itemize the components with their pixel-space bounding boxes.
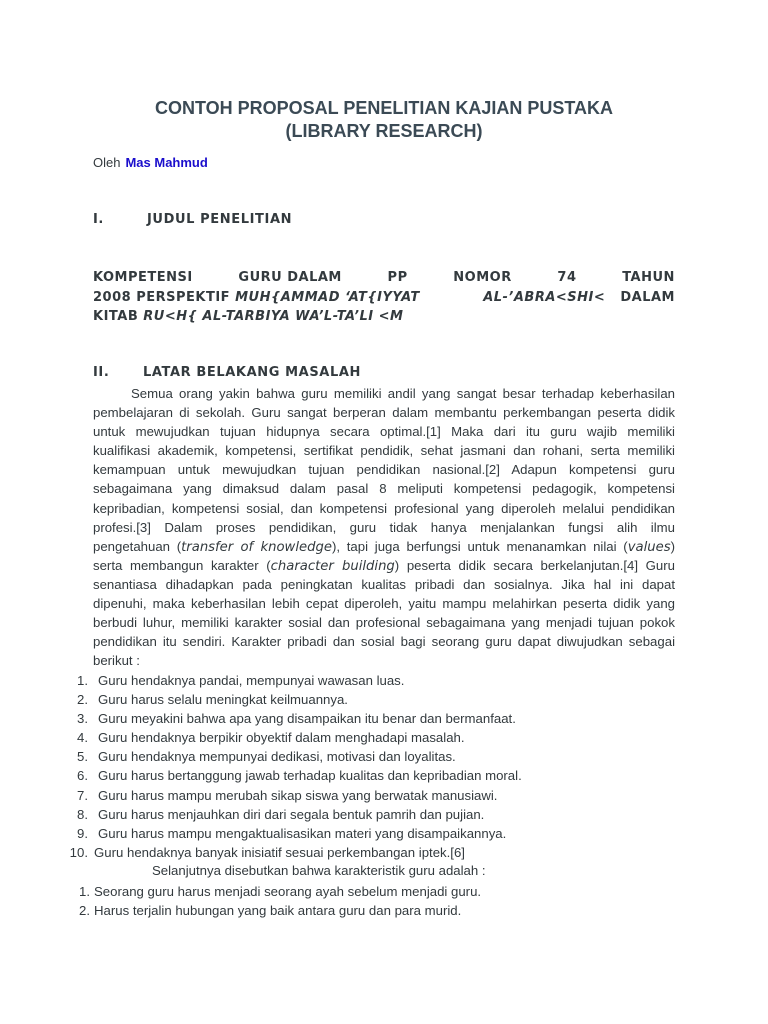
judul-italic: AL-’ABRA<SHI< [483, 289, 606, 305]
section-1-number: I. [93, 212, 104, 227]
italic-term: transfer of knowledge [181, 539, 332, 555]
italic-term: character building [270, 558, 395, 574]
list-text: Guru harus mampu mengaktualisasikan materi yang disampaikannya. [98, 825, 507, 841]
paragraph-line: kualifikasi akademik, kompetensi, sertifikat pendidik, sehat jasmani dan rohani, serta memiliki [93, 443, 675, 459]
judul-word: PP [387, 270, 408, 285]
judul-italic: RU<H{ AL-TARBIYA WA’L-TA’LI <M [143, 309, 404, 324]
title-line-1: CONTOH PROPOSAL PENELITIAN KAJIAN PUSTAKA [154, 98, 614, 118]
selanjutnya-line: Selanjutnya disebutkan bahwa karakteristik guru adalah : [152, 863, 486, 878]
author-line [93, 155, 208, 170]
author-name-link[interactable]: Mas Mahmud [125, 155, 208, 170]
list-item [0, 728, 768, 747]
paragraph-line: pembelajaran di sekolah. Guru sangat berperan dalam membantu perkembangan peserta didik [93, 405, 675, 421]
list-text: Guru hendaknya berpikir obyektif dalam menghadapi masalah. [98, 730, 465, 746]
list-text: Guru harus selalu meningkat keilmuannya. [98, 692, 348, 708]
section-2-number: II. [93, 365, 110, 380]
judul-word: NOMOR [453, 270, 512, 285]
list-item [0, 824, 768, 843]
list-item [0, 805, 768, 824]
list-item [0, 747, 768, 766]
list-number: 8. [77, 806, 88, 822]
section-1-heading: JUDUL PENELITIAN [147, 212, 293, 227]
paragraph-line: profesi.[3] Dalam proses pendidikan, guru tidak hanya menjalankan fungsi alih ilmu [93, 519, 675, 535]
list-text: Guru harus menjauhkan diri dari segala bentuk pamrih dan pujian. [98, 806, 485, 822]
list-number: 6. [77, 768, 88, 784]
judul-word: KOMPETENSI [93, 270, 193, 285]
paragraph-line: kepribadian, kompetensi sosial, dan kompetensi profesional yang diperoleh melalui pendidikan [93, 500, 675, 516]
list-text: Seorang guru harus menjadi seorang ayah sebelum menjadi guru. [94, 884, 482, 899]
paragraph-line: senantiasa dihadapkan pada peningkatan kualitas pribadi dan sosialnya. Jika hal ini dapat [93, 576, 675, 592]
judul-italic: MUH{AMMAD ‘AT{IYYAT [235, 289, 420, 305]
list-number: 4. [77, 730, 88, 746]
paragraph-line: dipenuhi, maka keberhasilan lebih cepat diperoleh, yaitu mampu melahirkan peserta didik yang [93, 596, 675, 612]
list-number: 2. [79, 903, 90, 919]
paragraph-line [93, 537, 675, 556]
author-prefix: Oleh [93, 155, 121, 170]
list-item [0, 709, 768, 728]
list-item [0, 843, 768, 862]
judul-word: GURU DALAM [238, 270, 342, 285]
paragraph-line: berbudi luhur, memiliki karakter sosial dan profesional sebagaimana yang menjadi tujuan pokok [93, 615, 675, 631]
judul-text: 2008 PERSPEKTIF [93, 289, 231, 305]
list-item [0, 901, 768, 920]
paragraph-line: berikut : [93, 653, 140, 669]
paragraph-line [93, 556, 675, 575]
list-text: Guru meyakini bahwa apa yang disampaikan itu benar dan bermanfaat. [98, 711, 516, 727]
paragraph-line: sebagaimana yang dimaksud dalam pasal 8 meliputi kompetensi pedagogik, kompetensi [93, 481, 675, 497]
italic-term: values [627, 539, 671, 555]
section-2-heading: LATAR BELAKANG MASALAH [143, 365, 361, 380]
title-line-2: (LIBRARY RESEARCH) [285, 121, 483, 141]
list-number: 2. [77, 692, 88, 708]
judul-word: TAHUN [622, 270, 675, 285]
list-item [0, 671, 768, 690]
list-item [0, 786, 768, 805]
list-item [0, 690, 768, 709]
list-item [0, 766, 768, 785]
paragraph-line: kemampuan untuk mewujudkan tujuan pendidikan nasional.[2] Adapun kompetensi guru [93, 462, 675, 478]
judul-text: KITAB [93, 309, 139, 324]
list-number: 1. [77, 673, 88, 688]
text-run: ), tapi juga berfungsi untuk menanamkan nilai ( [331, 538, 628, 554]
list-number: 3. [77, 711, 88, 727]
list-text: Guru hendaknya mempunyai dedikasi, motivasi dan loyalitas. [98, 749, 456, 765]
judul-word: 74 [557, 270, 577, 285]
list-1 [0, 671, 768, 862]
text-run: pengetahuan ( [93, 538, 182, 554]
judul-line-1 [93, 268, 675, 327]
list-number: 7. [77, 787, 88, 803]
list-number: 5. [77, 749, 88, 765]
list-text: Guru harus mampu merubah sikap siswa yang berwatak manusiawi. [98, 787, 498, 803]
list-text: Guru hendaknya pandai, mempunyai wawasan luas. [98, 673, 405, 688]
list-number: 9. [77, 825, 88, 841]
paragraph-line: pendidikan itu sendiri. Karakter pribadi dan sosial bagi seorang guru dapat diwujudkan sebagai [93, 634, 675, 650]
text-run: ) [670, 538, 675, 554]
list-number: 1. [79, 884, 90, 899]
background-paragraph [93, 384, 675, 670]
list-2 [0, 882, 768, 920]
paragraph-line: untuk mewujudkan tujuan hidupnya secara optimal.[1] Maka dari itu guru wajib memiliki [93, 424, 675, 440]
list-text: Guru hendaknya banyak inisiatif sesuai perkembangan iptek.[6] [94, 844, 465, 860]
list-text: Guru harus bertanggung jawab terhadap kualitas dan kepribadian moral. [98, 768, 522, 784]
document-title [0, 97, 768, 143]
list-text: Harus terjalin hubungan yang baik antara guru dan para murid. [94, 903, 462, 919]
text-run: serta membangun karakter ( [93, 557, 271, 573]
paragraph-line: Semua orang yakin bahwa guru memiliki andil yang sangat besar terhadap keberhasilan [131, 386, 675, 401]
text-run: ) peserta didik secara berkelanjutan.[4] Guru [394, 557, 675, 573]
list-item [0, 882, 768, 901]
judul-text: DALAM [620, 289, 675, 305]
list-number: 10. [69, 844, 88, 860]
